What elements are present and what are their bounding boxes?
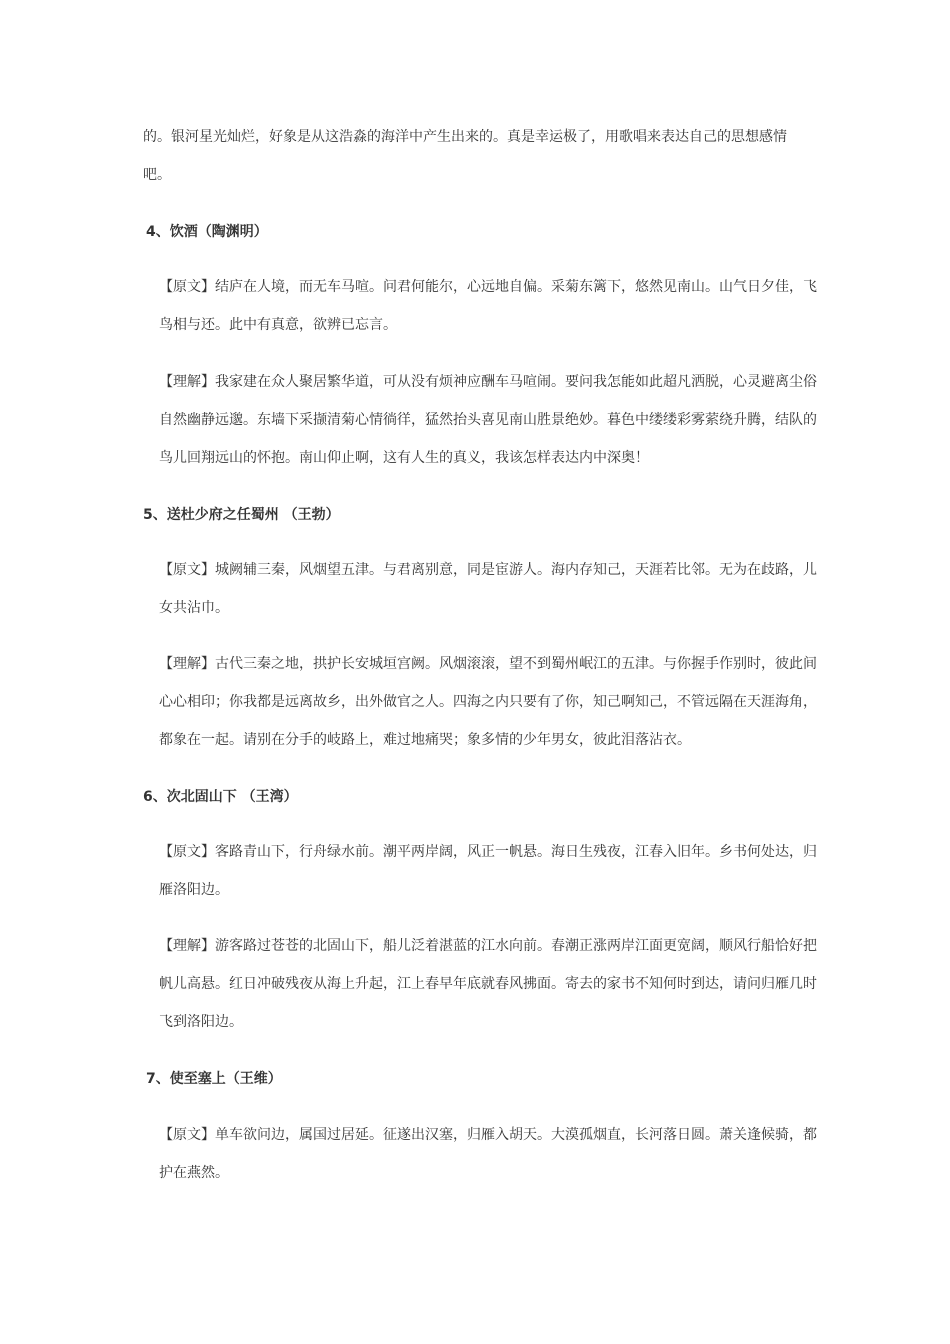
poem-title-4: 4、饮酒（陶渊明） [146, 224, 268, 240]
poem-understanding-4: 【理解】我家建在众人聚居繁华道，可从没有烦神应酬车马喧闹。要问我怎能如此超凡洒脱，心灵避离尘俗自然幽静远邈。东墙下采撷清菊心情徜徉，猛然抬头喜见南山胜景绝妙。暮色中缕缕彩雾萦绕升腾，结队的鸟儿回翔远山的怀抱。南山仰止啊，这有人生的真义，我该怎样表达内中深奥！ [159, 374, 817, 466]
poem-understanding-6: 【理解】游客路过苍苍的北固山下，船儿泛着湛蓝的江水向前。春潮正涨两岸江面更宽阔，顺风行船恰好把帆儿高悬。红日冲破残夜从海上升起，江上春早年底就春风拂面。寄去的家书不知何时到达，请问归雁几时飞到洛阳边。 [159, 938, 817, 1030]
poem-original-4: 【原文】结庐在人境，而无车马喧。问君何能尔，心远地自偏。采菊东篱下，悠然见南山。山气日夕佳，飞鸟相与还。此中有真意，欲辨已忘言。 [159, 279, 817, 333]
poem-original-6: 【原文】客路青山下，行舟绿水前。潮平两岸阔，风正一帆悬。海日生残夜，江春入旧年。乡书何处达，归雁洛阳边。 [159, 844, 817, 898]
poem-title-6: 6、次北固山下 （王湾） [143, 789, 298, 805]
poem-original-7: 【原文】单车欲问边，属国过居延。征遂出汉塞，归雁入胡天。大漠孤烟直，长河落日圆。萧关逢候骑，都护在燕然。 [159, 1127, 817, 1181]
poem-original-5: 【原文】城阙辅三秦，风烟望五津。与君离别意，同是宦游人。海内存知己，天涯若比邻。无为在歧路，儿女共沾巾。 [159, 562, 817, 616]
poem-understanding-5: 【理解】古代三秦之地，拱护长安城垣宫阙。风烟滚滚，望不到蜀州岷江的五津。与你握手作别时，彼此间心心相印；你我都是远离故乡，出外做官之人。四海之内只要有了你，知己啊知己，不管远隔在天涯海角，都象在一起。请别在分手的岐路上，难过地痛哭；象多情的少年男女，彼此泪落沾衣。 [159, 656, 817, 748]
poem-title-5: 5、送杜少府之任蜀州 （王勃） [143, 507, 340, 523]
intro-paragraph: 的。银河星光灿烂，好象是从这浩淼的海洋中产生出来的。真是幸运极了，用歌唱来表达自己的思想感情吧。 [143, 129, 787, 183]
poem-title-7: 7、使至塞上（王维） [146, 1071, 282, 1087]
